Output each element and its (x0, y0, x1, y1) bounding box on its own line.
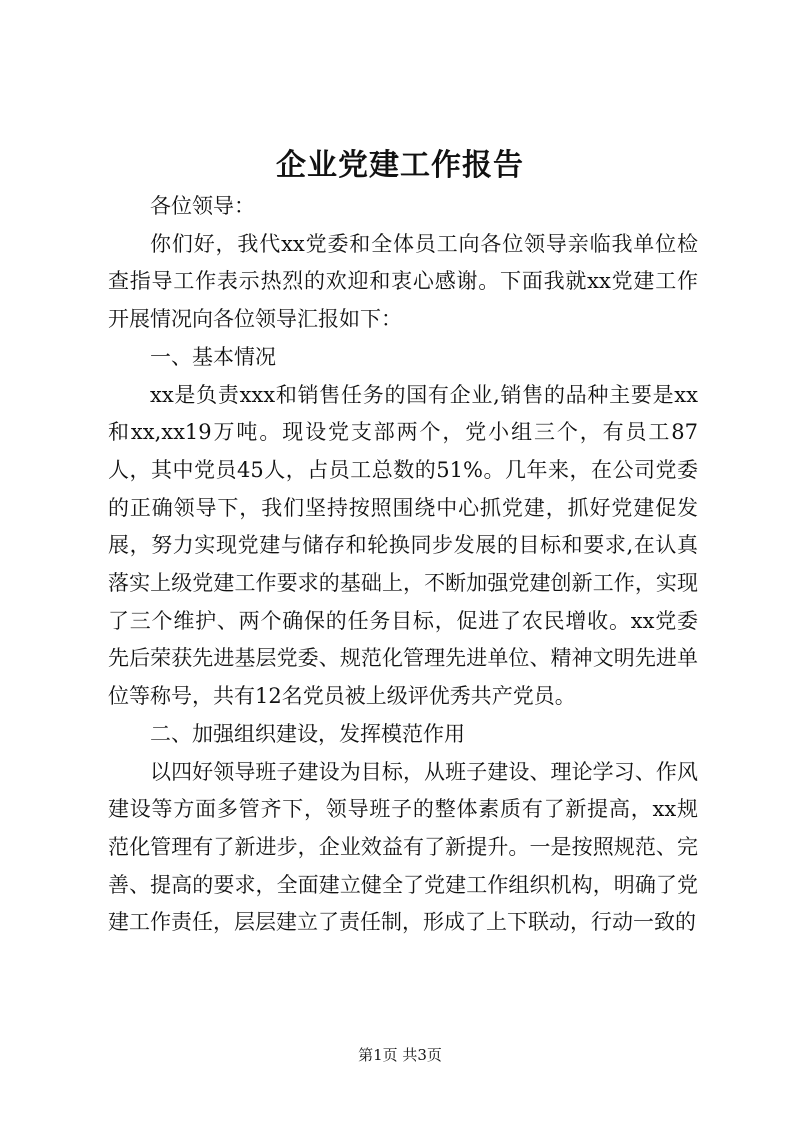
document-title: 企业党建工作报告 (276, 148, 524, 183)
section-heading-basic: 一、基本情况 (150, 344, 276, 369)
paragraph-organization: 以四好领导班子建设为目标，从班子建设、理论学习、作风建设等方面多管齐下，领导班子的整体素质有了新提高，xx规范化管理有了新进步，企业效益有了新提升。一是按照规范、完善、提高的要求，全面建立健全了党建工作组织机构，明确了党建工作责任，层层建立了责任制，形成了上下联动，行动一致的 (108, 759, 698, 935)
paragraph-greeting: 你们好，我代xx党委和全体员工向各位领导亲临我单位检查指导工作表示热烈的欢迎和衷心感谢。下面我就xx党建工作开展情况向各位领导汇报如下： (108, 231, 698, 332)
salutation: 各位领导： (150, 194, 255, 218)
document-body (108, 188, 698, 942)
section-heading-organization: 二、加强组织建设，发挥模范作用 (150, 721, 465, 746)
page-footer: 第1页 共3页 (358, 1046, 442, 1064)
paragraph-basic-situation: xx是负责xxx和销售任务的国有企业,销售的品种主要是xx和xx,xx19万吨。现设党支部两个，党小组三个，有员工87人，其中党员45人，占员工总数的51%。几年来，在公司党委的正确领导下，我们坚持按照围绕中心抓党建，抓好党建促发展，努力实现党建与储存和轮换同步发展的目标和要求,在认真落实上级党建工作要求的基础上，不断加强党建创新工作，实现了三个维护、两个确保的任务目标，促进了农民增收。xx党委先后荣获先进基层党委、规范化管理先进单位、精神文明先进单位等称号，共有12名党员被上级评优秀共产党员。 (108, 382, 698, 709)
